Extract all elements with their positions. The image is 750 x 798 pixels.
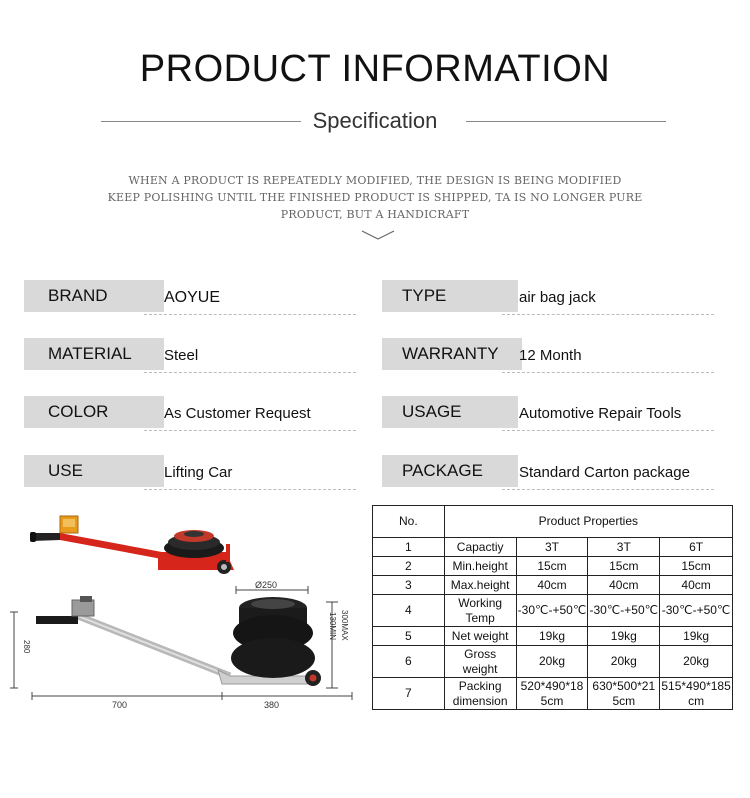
motto-line: KEEP POLISHING UNTIL THE FINISHED PRODUCT IS SHIPPED, TA IS NO LONGER PURE [107, 191, 643, 204]
table-cell: Gross weight [444, 646, 516, 678]
spec-label: BRAND [24, 280, 164, 312]
spec-label: WARRANTY [382, 338, 522, 370]
spec-divider [502, 430, 714, 431]
table-cell: 7 [373, 678, 445, 710]
table-row [373, 557, 733, 576]
chevron-down-icon [361, 228, 395, 242]
spec-label: USAGE [382, 396, 518, 428]
table-cell: Net weight [444, 627, 516, 646]
spec-value: Automotive Repair Tools [519, 405, 682, 422]
black-jack-illustration [36, 596, 321, 686]
subtitle-divider-right [466, 121, 666, 122]
table-cell: 40cm [660, 576, 733, 595]
spec-value: AOYUE [164, 289, 221, 306]
table-cell: 1 [373, 538, 445, 557]
product-diagram [8, 508, 360, 718]
length-label: 700 [112, 700, 128, 710]
subtitle: Specification [312, 108, 438, 133]
spec-divider [144, 489, 356, 490]
table-cell: 19kg [588, 627, 660, 646]
spec-value: air bag jack [519, 289, 596, 306]
table-cell: 4 [373, 595, 445, 627]
table-cell: 15cm [588, 557, 660, 576]
spec-divider [502, 489, 714, 490]
table-cell: 6 [373, 646, 445, 678]
table-cell: 40cm [588, 576, 660, 595]
motto-text [0, 172, 750, 223]
spec-value: As Customer Request [164, 405, 311, 422]
table-row [373, 627, 733, 646]
table-cell: 2 [373, 557, 445, 576]
subtitle-row [0, 104, 750, 138]
diameter-label: Ø250 [255, 580, 278, 590]
table-row [373, 538, 733, 557]
table-cell: 15cm [660, 557, 733, 576]
motto-line: WHEN A PRODUCT IS REPEATEDLY MODIFIED, THE DESIGN IS BEING MODIFIED [128, 174, 622, 187]
spec-label: MATERIAL [24, 338, 164, 370]
table-cell: 15cm [516, 557, 588, 576]
spec-divider [144, 372, 356, 373]
table-cell: 19kg [516, 627, 588, 646]
table-row [373, 678, 733, 710]
table-row [373, 595, 733, 627]
table-cell: 5 [373, 627, 445, 646]
table-cell: Max.height [444, 576, 516, 595]
table-header-properties: Product Properties [444, 506, 732, 538]
spec-label: COLOR [24, 396, 164, 428]
table-row [373, 576, 733, 595]
product-properties-table [372, 505, 733, 710]
table-cell: Capactiy [444, 538, 516, 557]
table-cell: Min.height [444, 557, 516, 576]
table-cell: 515*490*185cm [661, 678, 731, 708]
table-cell: Working Temp [444, 595, 516, 627]
spec-value: 12 Month [519, 347, 582, 364]
page-title: PRODUCT INFORMATION [139, 48, 611, 90]
table-cell: 20kg [660, 646, 733, 678]
spec-divider [144, 430, 356, 431]
table-cell: 3T [588, 538, 660, 557]
max-height-label: 300MAX [340, 610, 349, 641]
table-cell: Packing dimension [444, 678, 516, 710]
spec-label: USE [24, 455, 164, 487]
table-cell: -30℃-+50℃ [588, 595, 660, 627]
red-jack-illustration [30, 516, 234, 574]
table-cell: 20kg [516, 646, 588, 678]
table-cell: -30℃-+50℃ [660, 595, 733, 627]
table-header-row [373, 506, 733, 538]
spec-divider [144, 314, 356, 315]
table-cell: 3T [516, 538, 588, 557]
table-cell: 630*500*215cm [588, 678, 660, 710]
base-length-label: 380 [264, 700, 280, 710]
table-cell: -30℃-+50℃ [516, 595, 588, 627]
table-header-no: No. [373, 506, 445, 538]
table-cell: 20kg [588, 646, 660, 678]
table-row [373, 646, 733, 678]
spec-value: Lifting Car [164, 464, 233, 481]
table-cell: 6T [660, 538, 733, 557]
spec-value: Standard Carton package [519, 464, 690, 481]
spec-value: Steel [164, 347, 199, 364]
spec-divider [502, 314, 714, 315]
table-cell: 40cm [516, 576, 588, 595]
min-height-label: 130MIN [328, 612, 337, 641]
spec-label: PACKAGE [382, 455, 518, 487]
table-cell: 19kg [660, 627, 733, 646]
table-cell: 3 [373, 576, 445, 595]
handle-height-label: 280 [22, 640, 31, 654]
spec-label: TYPE [382, 280, 518, 312]
motto-line: PRODUCT, BUT A HANDICRAFT [280, 208, 470, 221]
spec-divider [502, 372, 714, 373]
table-cell: 520*490*185cm [516, 678, 588, 710]
